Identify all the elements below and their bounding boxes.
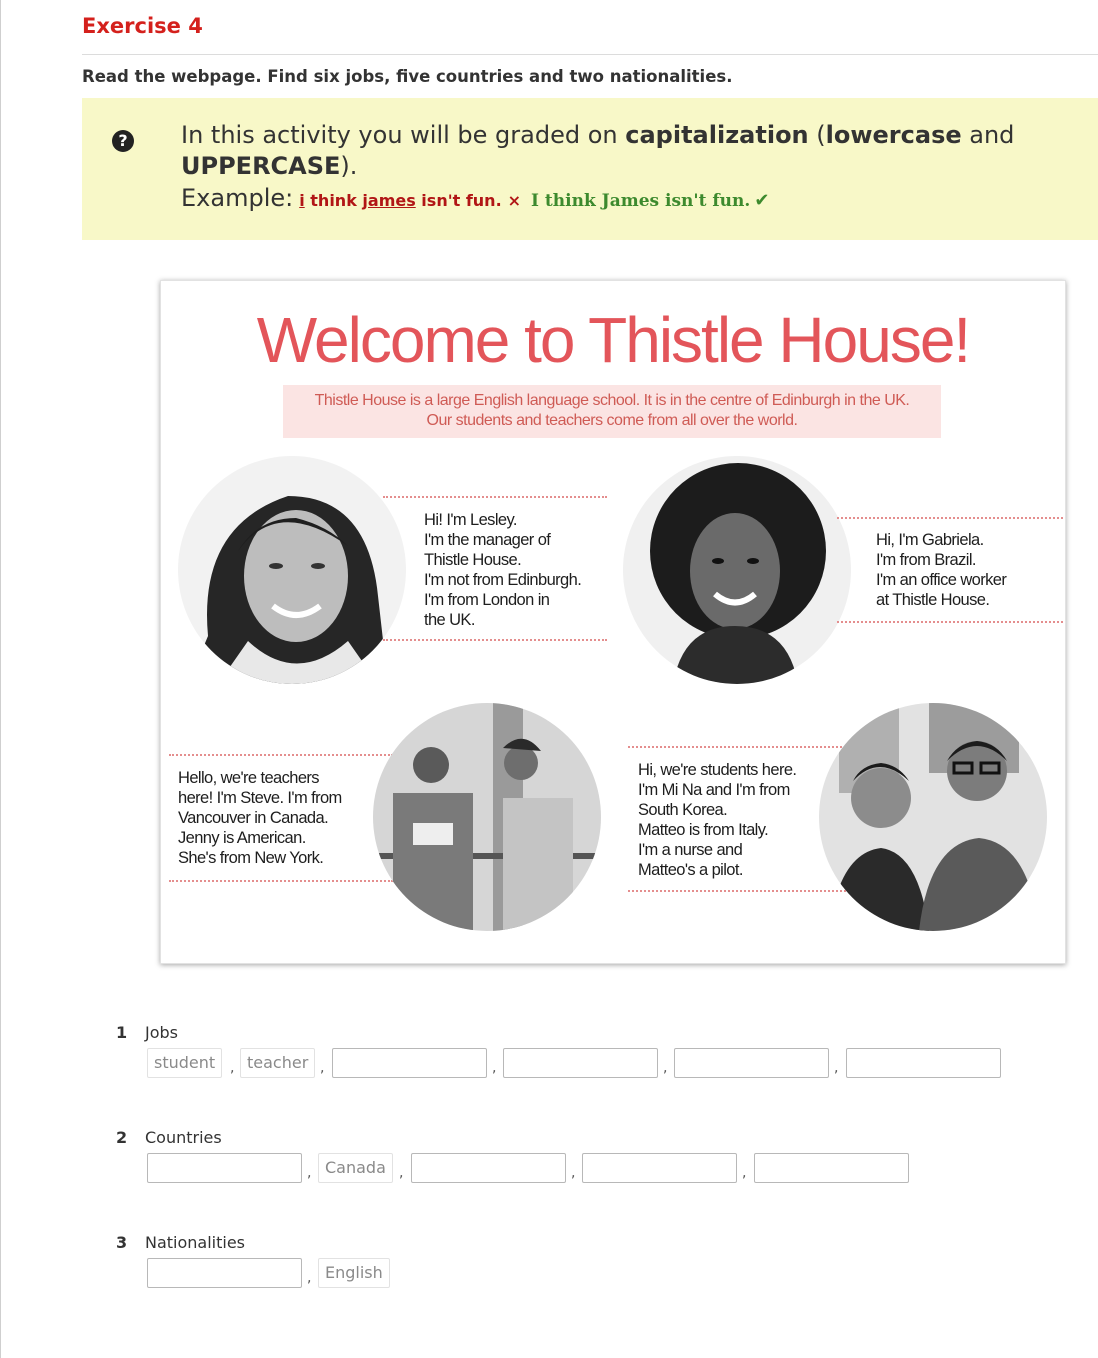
exercise-instruction: Read the webpage. Find six jobs, five countries and two nationalities.	[82, 67, 733, 86]
countries-input-5[interactable]	[754, 1153, 909, 1183]
lesley-text: Hi! I'm Lesley. I'm the manager of Thistle House. I'm not from Edinburgh. I'm from London in the UK.	[424, 511, 582, 629]
gabriela-dotted-bottom	[837, 621, 1063, 623]
webpage-title: Welcome to Thistle House!	[256, 304, 970, 376]
teachers-photo	[373, 703, 601, 931]
exercise-title: Exercise 4	[82, 14, 203, 38]
students-dotted-top	[628, 746, 850, 748]
cross-icon: ×	[507, 191, 522, 210]
students-dotted-bottom	[628, 890, 850, 892]
separator: ,	[492, 1060, 497, 1076]
students-photo	[819, 703, 1047, 931]
nationalities-answer-2: English	[318, 1258, 390, 1288]
page-left-border	[0, 0, 1, 1358]
correct-example: I think James isn't fun.	[531, 191, 751, 211]
separator: ,	[742, 1165, 747, 1181]
gabriela-text: Hi, I'm Gabriela. I'm from Brazil. I'm an office worker at Thistle House.	[876, 531, 1007, 609]
grading-note	[82, 98, 1098, 240]
jobs-input-5[interactable]	[674, 1048, 829, 1078]
separator: ,	[571, 1165, 576, 1181]
countries-input-3[interactable]	[411, 1153, 566, 1183]
nationalities-number: 3	[116, 1233, 128, 1252]
separator: ,	[399, 1165, 404, 1181]
question-icon: ?	[112, 130, 134, 152]
check-icon: ✔	[754, 190, 770, 211]
title-divider	[82, 54, 1098, 55]
jobs-input-4[interactable]	[503, 1048, 658, 1078]
note-text-line2: UPPERCASE).	[181, 152, 358, 180]
separator: ,	[230, 1060, 235, 1076]
gabriela-dotted-top	[837, 517, 1063, 519]
jobs-answer-2: teacher	[240, 1048, 315, 1078]
jobs-number: 1	[116, 1023, 128, 1042]
teachers-text: Hello, we're teachers here! I'm Steve. I'm from Vancouver in Canada. Jenny is American. She's from New York.	[178, 769, 342, 867]
jobs-label: Jobs	[145, 1023, 178, 1042]
school-webpage-image	[160, 280, 1066, 964]
note-text-line1: In this activity you will be graded on capitalization (lowercase and	[181, 121, 1015, 149]
jobs-input-6[interactable]	[846, 1048, 1001, 1078]
note-example: Example: i think james isn't fun. × I think James isn't fun. ✔	[181, 184, 770, 212]
countries-input-1[interactable]	[147, 1153, 302, 1183]
separator: ,	[307, 1165, 312, 1181]
separator: ,	[307, 1270, 312, 1286]
countries-number: 2	[116, 1128, 128, 1147]
gabriela-photo	[623, 456, 851, 684]
jobs-input-3[interactable]	[332, 1048, 487, 1078]
students-text: Hi, we're students here. I'm Mi Na and I'm from South Korea. Matteo is from Italy. I'm a nurse and Matteo's a pilot.	[638, 761, 797, 879]
countries-input-4[interactable]	[582, 1153, 737, 1183]
wrong-example: i think james isn't fun.	[299, 191, 502, 210]
countries-answer-2: Canada	[318, 1153, 393, 1183]
lesley-dotted-bottom	[383, 639, 607, 641]
lesley-photo	[178, 456, 406, 684]
jobs-answer-1: student	[147, 1048, 222, 1078]
separator: ,	[834, 1060, 839, 1076]
separator: ,	[663, 1060, 668, 1076]
nationalities-input-1[interactable]	[147, 1258, 302, 1288]
nationalities-label: Nationalities	[145, 1233, 246, 1252]
lesley-dotted-top	[383, 496, 607, 498]
teachers-dotted-top	[169, 754, 393, 756]
webpage-intro: Thistle House is a large English language school. It is in the centre of Edinburgh in the UK. Our students and teachers come from all over the world.	[283, 385, 941, 438]
separator: ,	[320, 1060, 325, 1076]
teachers-dotted-bottom	[169, 880, 393, 882]
countries-label: Countries	[145, 1128, 222, 1147]
